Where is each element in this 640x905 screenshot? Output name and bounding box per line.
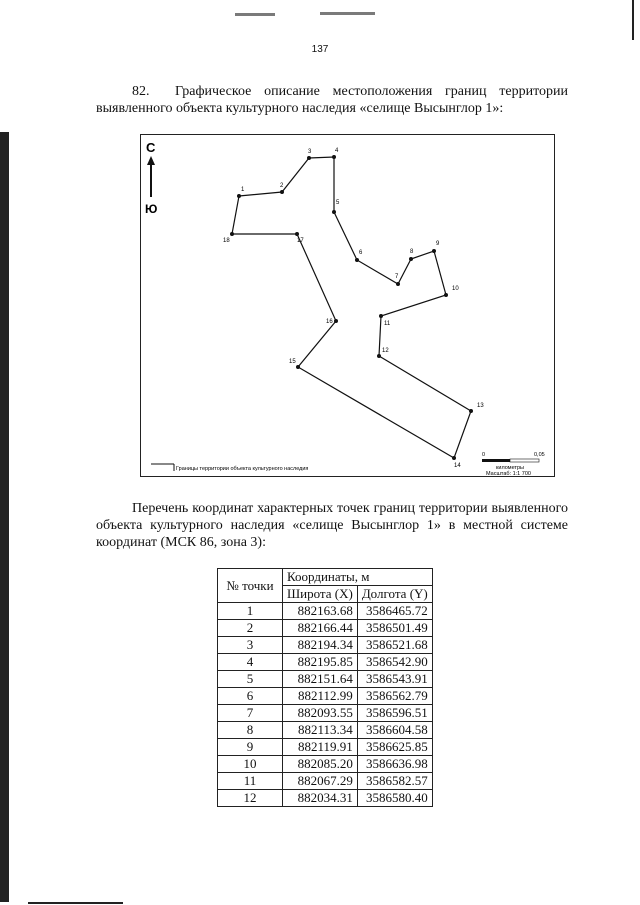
latitude-cell: 882195.85 (283, 654, 358, 671)
latitude-cell: 882194.34 (283, 637, 358, 654)
point-number-cell: 7 (218, 705, 283, 722)
legend-label: Границы территории объекта культурного наследия (176, 466, 309, 472)
boundary-map (140, 134, 555, 477)
south-label: Ю (145, 202, 158, 216)
scale-units: километры (496, 465, 524, 471)
latitude-cell: 882166.44 (283, 620, 358, 637)
boundary-point-label: 7 (395, 274, 399, 280)
col-latitude: Широта (X) (283, 586, 358, 603)
boundary-point-label: 1 (241, 187, 245, 193)
boundary-point-9 (432, 249, 436, 253)
north-arrow (145, 140, 157, 216)
boundary-point-2 (280, 190, 284, 194)
col-coordinates: Координаты, м (283, 569, 433, 586)
boundary-point-label: 11 (384, 321, 391, 327)
point-number-cell: 10 (218, 756, 283, 773)
table-row (218, 705, 433, 722)
boundary-point-18 (230, 232, 234, 236)
point-number-cell: 12 (218, 790, 283, 807)
latitude-cell: 882067.29 (283, 773, 358, 790)
boundary-point-8 (409, 257, 413, 261)
boundary-point-14 (452, 456, 456, 460)
latitude-cell: 882034.31 (283, 790, 358, 807)
table-body (218, 603, 433, 807)
point-number-cell: 5 (218, 671, 283, 688)
table-row (218, 671, 433, 688)
longitude-cell: 3586636.98 (357, 756, 432, 773)
territory-boundary (232, 157, 471, 458)
table-row (218, 722, 433, 739)
boundary-point-label: 16 (326, 319, 333, 325)
latitude-cell: 882085.20 (283, 756, 358, 773)
boundary-point-label: 14 (454, 463, 461, 469)
boundary-point-label: 12 (382, 348, 389, 354)
latitude-cell: 882093.55 (283, 705, 358, 722)
boundary-point-4 (332, 155, 336, 159)
scale-bar (482, 452, 545, 477)
boundary-point-6 (355, 258, 359, 262)
scan-edge-bottom (28, 902, 123, 904)
boundary-point-label: 9 (436, 241, 440, 247)
boundary-point-label: 6 (359, 250, 363, 256)
boundary-point-5 (332, 210, 336, 214)
scale-end: 0,05 (534, 452, 545, 458)
longitude-cell: 3586521.68 (357, 637, 432, 654)
table-row (218, 620, 433, 637)
scan-artifact-top (235, 13, 275, 16)
boundary-point-label: 18 (223, 238, 230, 244)
heading-number: 82. (132, 84, 150, 99)
longitude-cell: 3586604.58 (357, 722, 432, 739)
point-number-cell: 4 (218, 654, 283, 671)
table-row (218, 773, 433, 790)
table-header-row (218, 569, 433, 586)
boundary-point-7 (396, 282, 400, 286)
longitude-cell: 3586625.85 (357, 739, 432, 756)
scale-zero: 0 (482, 452, 486, 458)
table-row (218, 756, 433, 773)
longitude-cell: 3586501.49 (357, 620, 432, 637)
latitude-cell: 882112.99 (283, 688, 358, 705)
longitude-cell: 3586543.91 (357, 671, 432, 688)
boundary-point-label: 10 (452, 286, 459, 292)
scale-bar-light (510, 459, 539, 462)
boundary-point-11 (379, 314, 383, 318)
table-caption-text: Перечень координат характерных точек границ территории выявленного объекта культурного наследия «селище Высынглор 1» в местной системе координат (МСК 86, зона 3): (96, 501, 568, 550)
boundary-point-1 (237, 194, 241, 198)
point-number-cell: 6 (218, 688, 283, 705)
point-number-cell: 11 (218, 773, 283, 790)
table-row (218, 637, 433, 654)
page-number: 137 (311, 44, 329, 55)
point-number-cell: 2 (218, 620, 283, 637)
boundary-point-label: 15 (289, 359, 296, 365)
boundary-point-label: 17 (297, 238, 304, 244)
longitude-cell: 3586582.57 (357, 773, 432, 790)
latitude-cell: 882119.91 (283, 739, 358, 756)
scan-artifact-top-right (320, 12, 375, 15)
latitude-cell: 882151.64 (283, 671, 358, 688)
boundary-point-label: 3 (308, 149, 312, 155)
heading-text: Графическое описание местоположения границ территории выявленного объекта культурного наследия «селище Высынглор 1»: (96, 84, 568, 116)
boundary-point-label: 13 (477, 403, 484, 409)
boundary-point-label: 5 (336, 200, 340, 206)
boundary-point-15 (296, 365, 300, 369)
scan-edge-left (0, 132, 9, 902)
latitude-cell: 882113.34 (283, 722, 358, 739)
longitude-cell: 3586465.72 (357, 603, 432, 620)
col-longitude: Долгота (Y) (357, 586, 432, 603)
longitude-cell: 3586542.90 (357, 654, 432, 671)
point-number-cell: 1 (218, 603, 283, 620)
north-label: С (146, 140, 156, 155)
table-row (218, 688, 433, 705)
longitude-cell: 3586580.40 (357, 790, 432, 807)
north-arrow-head (147, 156, 155, 165)
boundary-map-canvas (141, 135, 556, 478)
boundary-point-16 (334, 319, 338, 323)
table-row (218, 654, 433, 671)
boundary-point-3 (307, 156, 311, 160)
table-row (218, 603, 433, 620)
boundary-point-17 (295, 232, 299, 236)
boundary-point-label: 2 (280, 183, 284, 189)
boundary-point-label: 8 (410, 249, 414, 255)
scale-ratio: Масштаб: 1:1 700 (486, 471, 531, 477)
section-heading (96, 83, 568, 117)
point-number-cell: 3 (218, 637, 283, 654)
latitude-cell: 882163.68 (283, 603, 358, 620)
boundary-point-label: 4 (335, 148, 339, 154)
boundary-point-12 (377, 354, 381, 358)
longitude-cell: 3586562.79 (357, 688, 432, 705)
longitude-cell: 3586596.51 (357, 705, 432, 722)
point-number-cell: 8 (218, 722, 283, 739)
scale-bar-dark (482, 459, 510, 462)
map-legend (151, 464, 308, 472)
table-caption (96, 500, 568, 551)
table-row (218, 790, 433, 807)
col-point-number: № точки (218, 569, 283, 603)
boundary-point-10 (444, 293, 448, 297)
boundary-points (223, 148, 484, 469)
point-number-cell: 9 (218, 739, 283, 756)
coordinates-table (217, 568, 433, 807)
scan-edge-right (632, 0, 634, 40)
boundary-point-13 (469, 409, 473, 413)
table-row (218, 739, 433, 756)
